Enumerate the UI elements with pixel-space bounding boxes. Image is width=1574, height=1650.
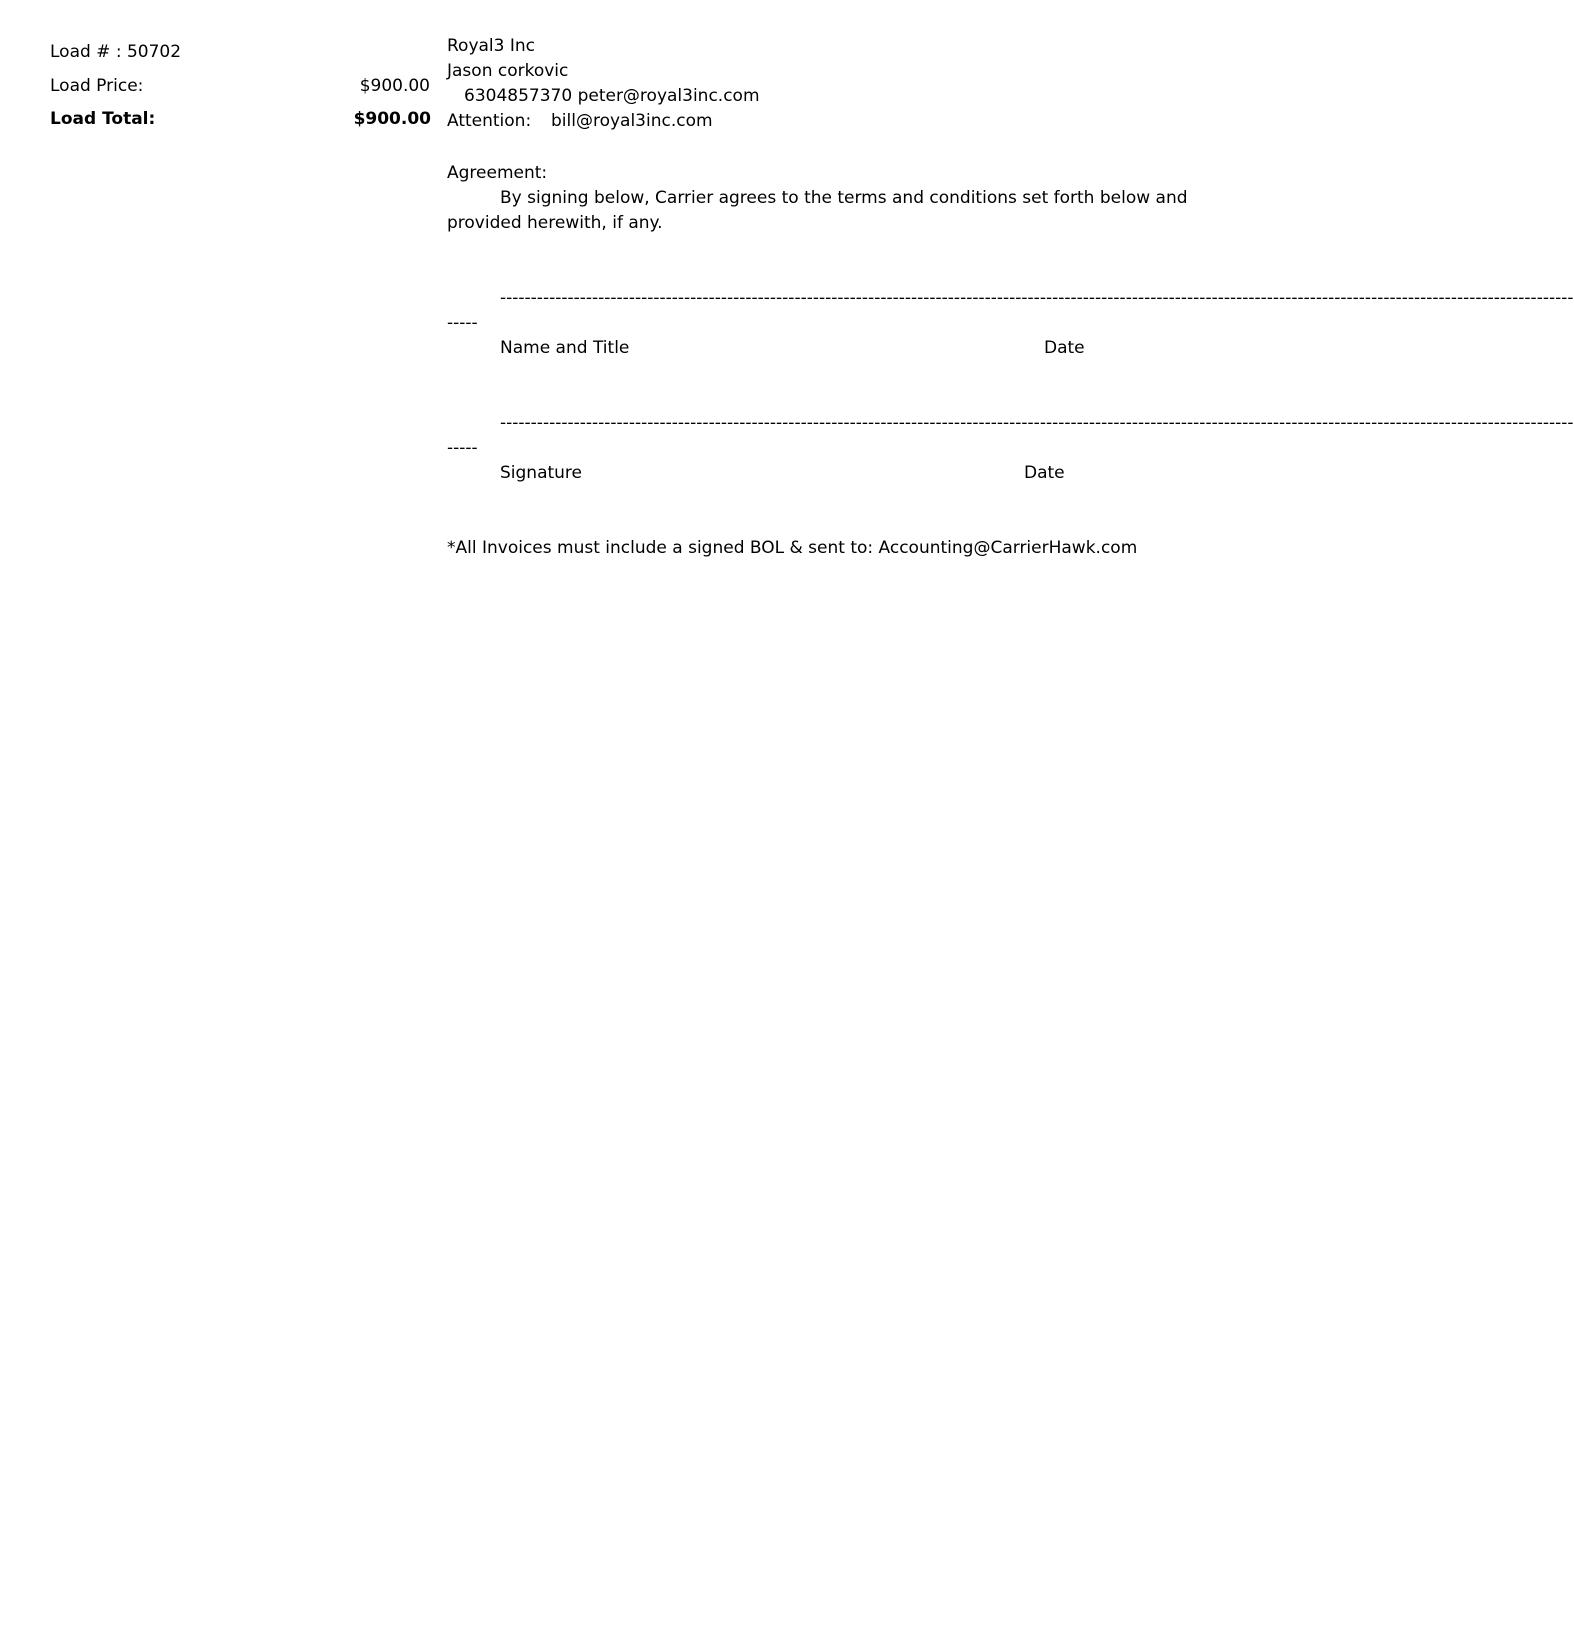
- carrier-phone-email: 6304857370 peter@royal3inc.com: [464, 86, 760, 106]
- attention-email: bill@royal3inc.com: [551, 111, 713, 131]
- name-title-label: Name and Title: [500, 338, 630, 358]
- agreement-line-1: By signing below, Carrier agrees to the terms and conditions set forth below and: [500, 188, 1188, 208]
- load-number: Load # : 50702: [50, 42, 182, 62]
- signature-label: Signature: [500, 463, 583, 483]
- load-total-value: $900.00: [353, 109, 431, 129]
- carrier-company: Royal3 Inc: [447, 36, 536, 56]
- signature-line: -------------------------------------------------------------------------------------------------------------------------------------------------------------------------------: [500, 413, 1574, 433]
- agreement-heading: Agreement:: [447, 163, 548, 183]
- carrier-contact: Jason corkovic: [447, 61, 569, 81]
- name-title-signature-line: -------------------------------------------------------------------------------------------------------------------------------------------------------------------------------: [500, 288, 1574, 308]
- load-price-value: $900.00: [359, 76, 430, 96]
- attention-label: Attention:: [447, 111, 532, 131]
- signature-line-wrap: -----: [447, 438, 478, 458]
- name-title-signature-line-wrap: -----: [447, 313, 478, 333]
- agreement-line-2: provided herewith, if any.: [447, 213, 663, 233]
- invoice-note: *All Invoices must include a signed BOL & sent to: Accounting@CarrierHawk.com: [447, 538, 1138, 558]
- load-total-label: Load Total:: [50, 109, 156, 129]
- date-label-1: Date: [1044, 338, 1085, 358]
- date-label-2: Date: [1024, 463, 1065, 483]
- load-price-label: Load Price:: [50, 76, 144, 96]
